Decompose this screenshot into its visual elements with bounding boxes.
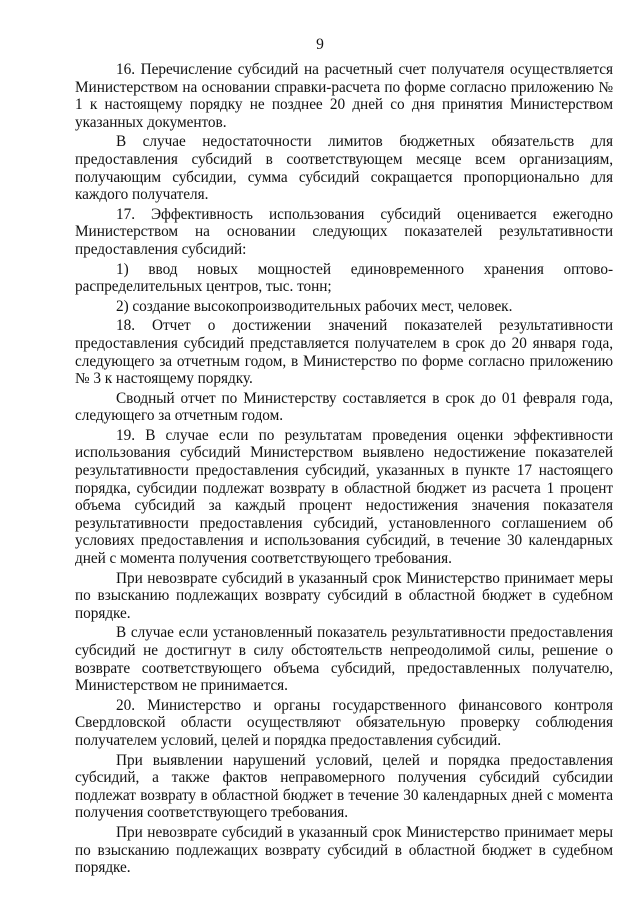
paragraph-17-item-2: 2) создание высокопроизводительных рабочих мест, человек. bbox=[116, 297, 513, 315]
paragraph-19-force-majeure: В случае если установленный показатель результативности предоставления субсидий не достигнут в силу обстоятельств непреодолимой силы, решение о возврате соответствующего объема субсидий, предоставленных получателю, Министерством не принимается. bbox=[75, 624, 613, 695]
paragraph-20-non-return: При невозврате субсидий в указанный срок Министерство принимает меры по взысканию подлежащих возврату субсидий в областной бюджет в судебном порядке. bbox=[75, 823, 613, 877]
paragraph-20-violations: При выявлении нарушений условий, целей и порядка предоставления субсидий, а также фактов неправомерного получения субсидий субсидии подлежат возврату в областной бюджет в течение 30 календарных дней с момента получения соответствующего требования. bbox=[75, 751, 613, 822]
paragraph-insufficient-limits: В случае недостаточности лимитов бюджетных обязательств для предоставления субсидий в соответствующем месяце всем организациям, получающим субсидии, сумма субсидий сокращается пропорционально для каждого получателя. bbox=[75, 133, 613, 204]
document-body bbox=[75, 61, 613, 879]
paragraph-17: 17. Эффективность использования субсидий оценивается ежегодно Министерством на основании следующих показателей результативности предоставления субсидий: bbox=[75, 205, 613, 258]
page-number: 9 bbox=[316, 36, 324, 53]
paragraph-18: 18. Отчет о достижении значений показателей результативности предоставления субсидий представляется получателем в срок до 20 января года, следующего за отчетным годом, в Министерство по форме согласно приложению № 3 к настоящему порядку. bbox=[75, 317, 613, 388]
paragraph-summary-report: Сводный отчет по Министерству составляется в срок до 01 февраля года, следующего за отчетным годом. bbox=[75, 389, 613, 425]
paragraph-17-item-1: 1) ввод новых мощностей единовременного хранения оптово-распределительных центров, тыс. тонн; bbox=[75, 260, 613, 296]
paragraph-19: 19. В случае если по результатам проведения оценки эффективности использования субсидий Министерством выявлено недостижение показателей результативности предоставления субсидий, указанных в пункте 17 настоящего порядка, субсидии подлежат возврату в областной бюджет из расчета 1 процент объема субсидий за каждый процент недостижения значения показателя результативности предоставления субсидий, установленного соглашением об условиях предоставления и использования субсидий, в течение 30 календарных дней с момента получения соответствующего требования. bbox=[75, 426, 613, 568]
paragraph-20: 20. Министерство и органы государственного финансового контроля Свердловской области осуществляют обязательную проверку соблюдения получателем условий, целей и порядка предоставления субсидий. bbox=[75, 696, 613, 749]
paragraph-16: 16. Перечисление субсидий на расчетный счет получателя осуществляется Министерством на основании справки-расчета по форме согласно приложению № 1 к настоящему порядку не позднее 20 дней со дня принятия Министерством указанных документов. bbox=[75, 61, 613, 131]
paragraph-19-non-return: При невозврате субсидий в указанный срок Министерство принимает меры по взысканию подлежащих возврату субсидий в областной бюджет в судебном порядке. bbox=[75, 569, 613, 622]
